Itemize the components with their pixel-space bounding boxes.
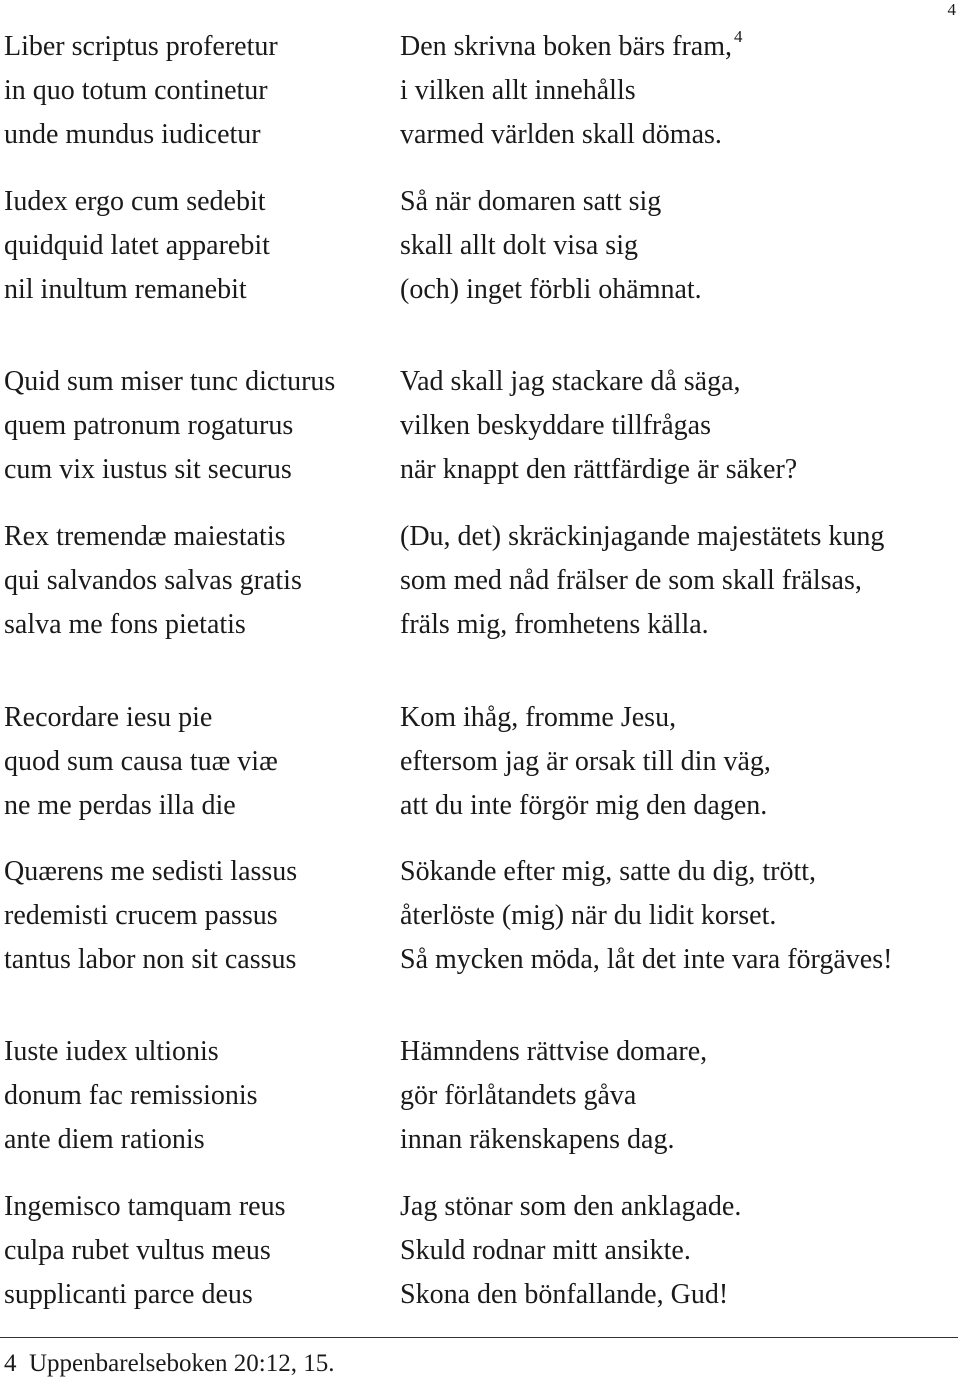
latin-line <box>4 559 394 603</box>
swedish-line-text: Den skrivna boken bärs fram, <box>400 31 733 62</box>
swedish-line-text: som med nåd frälser de som skall frälsas, <box>400 565 862 596</box>
latin-line <box>4 360 394 404</box>
latin-column <box>4 696 394 828</box>
latin-line-text: supplicanti parce deus <box>4 1279 253 1310</box>
swedish-line <box>400 1229 960 1273</box>
swedish-line-text: (Du, det) skräckinjagande majestätets kung <box>400 521 885 552</box>
latin-line <box>4 603 394 647</box>
latin-line-text: culpa rubet vultus meus <box>4 1235 271 1266</box>
swedish-line-text: varmed världen skall dömas. <box>400 119 722 150</box>
swedish-line-text: Så när domaren satt sig <box>400 186 662 217</box>
latin-line-text: nil inultum remanebit <box>4 274 247 305</box>
swedish-line <box>400 448 960 492</box>
latin-line <box>4 1030 394 1074</box>
swedish-line <box>400 1074 960 1118</box>
swedish-line-text: Skuld rodnar mitt ansikte. <box>400 1235 691 1266</box>
latin-line-text: Ingemisco tamquam reus <box>4 1191 286 1222</box>
swedish-line <box>400 1185 960 1229</box>
swedish-column <box>400 1030 960 1162</box>
latin-line-text: in quo totum continetur <box>4 75 268 106</box>
latin-line <box>4 1273 394 1317</box>
swedish-line <box>400 1273 960 1317</box>
swedish-line-text: när knappt den rättfärdige är säker? <box>400 454 798 485</box>
latin-line-text: ante diem rationis <box>4 1124 205 1155</box>
swedish-column <box>400 360 960 492</box>
latin-line <box>4 938 394 982</box>
swedish-line <box>400 603 960 647</box>
latin-line <box>4 224 394 268</box>
latin-line-text: Quærens me sedisti lassus <box>4 856 298 887</box>
footnote-number: 4 <box>4 1350 17 1377</box>
latin-line <box>4 740 394 784</box>
latin-column <box>4 515 394 647</box>
footnote-divider <box>0 1337 958 1338</box>
latin-line-text: Rex tremendæ maiestatis <box>4 521 286 552</box>
swedish-line <box>400 938 960 982</box>
latin-column <box>4 1185 394 1317</box>
swedish-line-text: gör förlåtandets gåva <box>400 1080 637 1111</box>
latin-line <box>4 1118 394 1162</box>
swedish-column <box>400 696 960 828</box>
page-number: 4 <box>947 0 956 19</box>
footnote-text: Uppenbarelseboken 20:12, 15. <box>29 1350 335 1377</box>
latin-line <box>4 448 394 492</box>
swedish-column <box>400 25 960 157</box>
latin-line-text: qui salvandos salvas gratis <box>4 565 302 596</box>
latin-column <box>4 1030 394 1162</box>
swedish-column <box>400 180 960 312</box>
latin-line <box>4 180 394 224</box>
swedish-line <box>400 784 960 828</box>
swedish-line-text: återlöste (mig) när du lidit korset. <box>400 900 777 931</box>
latin-line <box>4 113 394 157</box>
swedish-line <box>400 69 960 113</box>
swedish-line-text: i vilken allt innehålls <box>400 75 636 106</box>
latin-line-text: ne me perdas illa die <box>4 790 236 821</box>
swedish-line <box>400 360 960 404</box>
swedish-line <box>400 696 960 740</box>
swedish-line-text: att du inte förgör mig den dagen. <box>400 790 768 821</box>
swedish-line <box>400 515 960 559</box>
swedish-line <box>400 1118 960 1162</box>
latin-line-text: Liber scriptus proferetur <box>4 31 278 62</box>
latin-line-text: Quid sum miser tunc dicturus <box>4 366 336 397</box>
swedish-line-text: Sökande efter mig, satte du dig, trött, <box>400 856 817 887</box>
latin-line <box>4 1229 394 1273</box>
latin-line-text: Iudex ergo cum sedebit <box>4 186 266 217</box>
swedish-column <box>400 1185 960 1317</box>
latin-line-text: tantus labor non sit cassus <box>4 944 297 975</box>
footnote <box>4 1348 334 1380</box>
latin-line <box>4 268 394 312</box>
swedish-line-text: fräls mig, fromhetens källa. <box>400 609 709 640</box>
latin-line <box>4 850 394 894</box>
latin-line <box>4 1074 394 1118</box>
latin-line <box>4 25 394 69</box>
latin-line-text: unde mundus iudicetur <box>4 119 261 150</box>
latin-column <box>4 180 394 312</box>
swedish-column <box>400 850 960 982</box>
latin-column <box>4 25 394 157</box>
latin-line <box>4 696 394 740</box>
swedish-column <box>400 515 960 647</box>
latin-line-text: Iuste iudex ultionis <box>4 1036 219 1067</box>
latin-line <box>4 784 394 828</box>
latin-line <box>4 1185 394 1229</box>
swedish-line <box>400 113 960 157</box>
latin-line <box>4 894 394 938</box>
swedish-line-text: Jag stönar som den anklagade. <box>400 1191 742 1222</box>
swedish-line-text: (och) inget förbli ohämnat. <box>400 274 702 305</box>
swedish-line <box>400 740 960 784</box>
swedish-line <box>400 268 960 312</box>
latin-line-text: quem patronum rogaturus <box>4 410 294 441</box>
latin-line-text: quod sum causa tuæ viæ <box>4 746 278 777</box>
latin-column <box>4 360 394 492</box>
swedish-line <box>400 180 960 224</box>
swedish-line-text: innan räkenskapens dag. <box>400 1124 675 1155</box>
swedish-line <box>400 404 960 448</box>
swedish-line <box>400 894 960 938</box>
latin-line-text: redemisti crucem passus <box>4 900 278 931</box>
swedish-line-text: Hämndens rättvise domare, <box>400 1036 708 1067</box>
latin-line-text: donum fac remissionis <box>4 1080 258 1111</box>
swedish-line-text: Skona den bönfallande, Gud! <box>400 1279 729 1310</box>
swedish-line-text: skall allt dolt visa sig <box>400 230 638 261</box>
latin-line <box>4 69 394 113</box>
swedish-line <box>400 224 960 268</box>
swedish-line <box>400 850 960 894</box>
swedish-line-text: Kom ihåg, fromme Jesu, <box>400 702 677 733</box>
latin-line-text: quidquid latet apparebit <box>4 230 270 261</box>
swedish-line-text: Så mycken möda, låt det inte vara förgäves! <box>400 944 893 975</box>
swedish-line <box>400 559 960 603</box>
swedish-line-text: vilken beskyddare tillfrågas <box>400 410 712 441</box>
latin-line <box>4 404 394 448</box>
latin-line-text: cum vix iustus sit securus <box>4 454 292 485</box>
latin-column <box>4 850 394 982</box>
latin-line <box>4 515 394 559</box>
swedish-line <box>400 25 960 69</box>
latin-line-text: salva me fons pietatis <box>4 609 246 640</box>
swedish-line-text: eftersom jag är orsak till din väg, <box>400 746 771 777</box>
latin-line-text: Recordare iesu pie <box>4 702 213 733</box>
footnote-reference: 4 <box>734 27 743 46</box>
swedish-line <box>400 1030 960 1074</box>
swedish-line-text: Vad skall jag stackare då säga, <box>400 366 741 397</box>
